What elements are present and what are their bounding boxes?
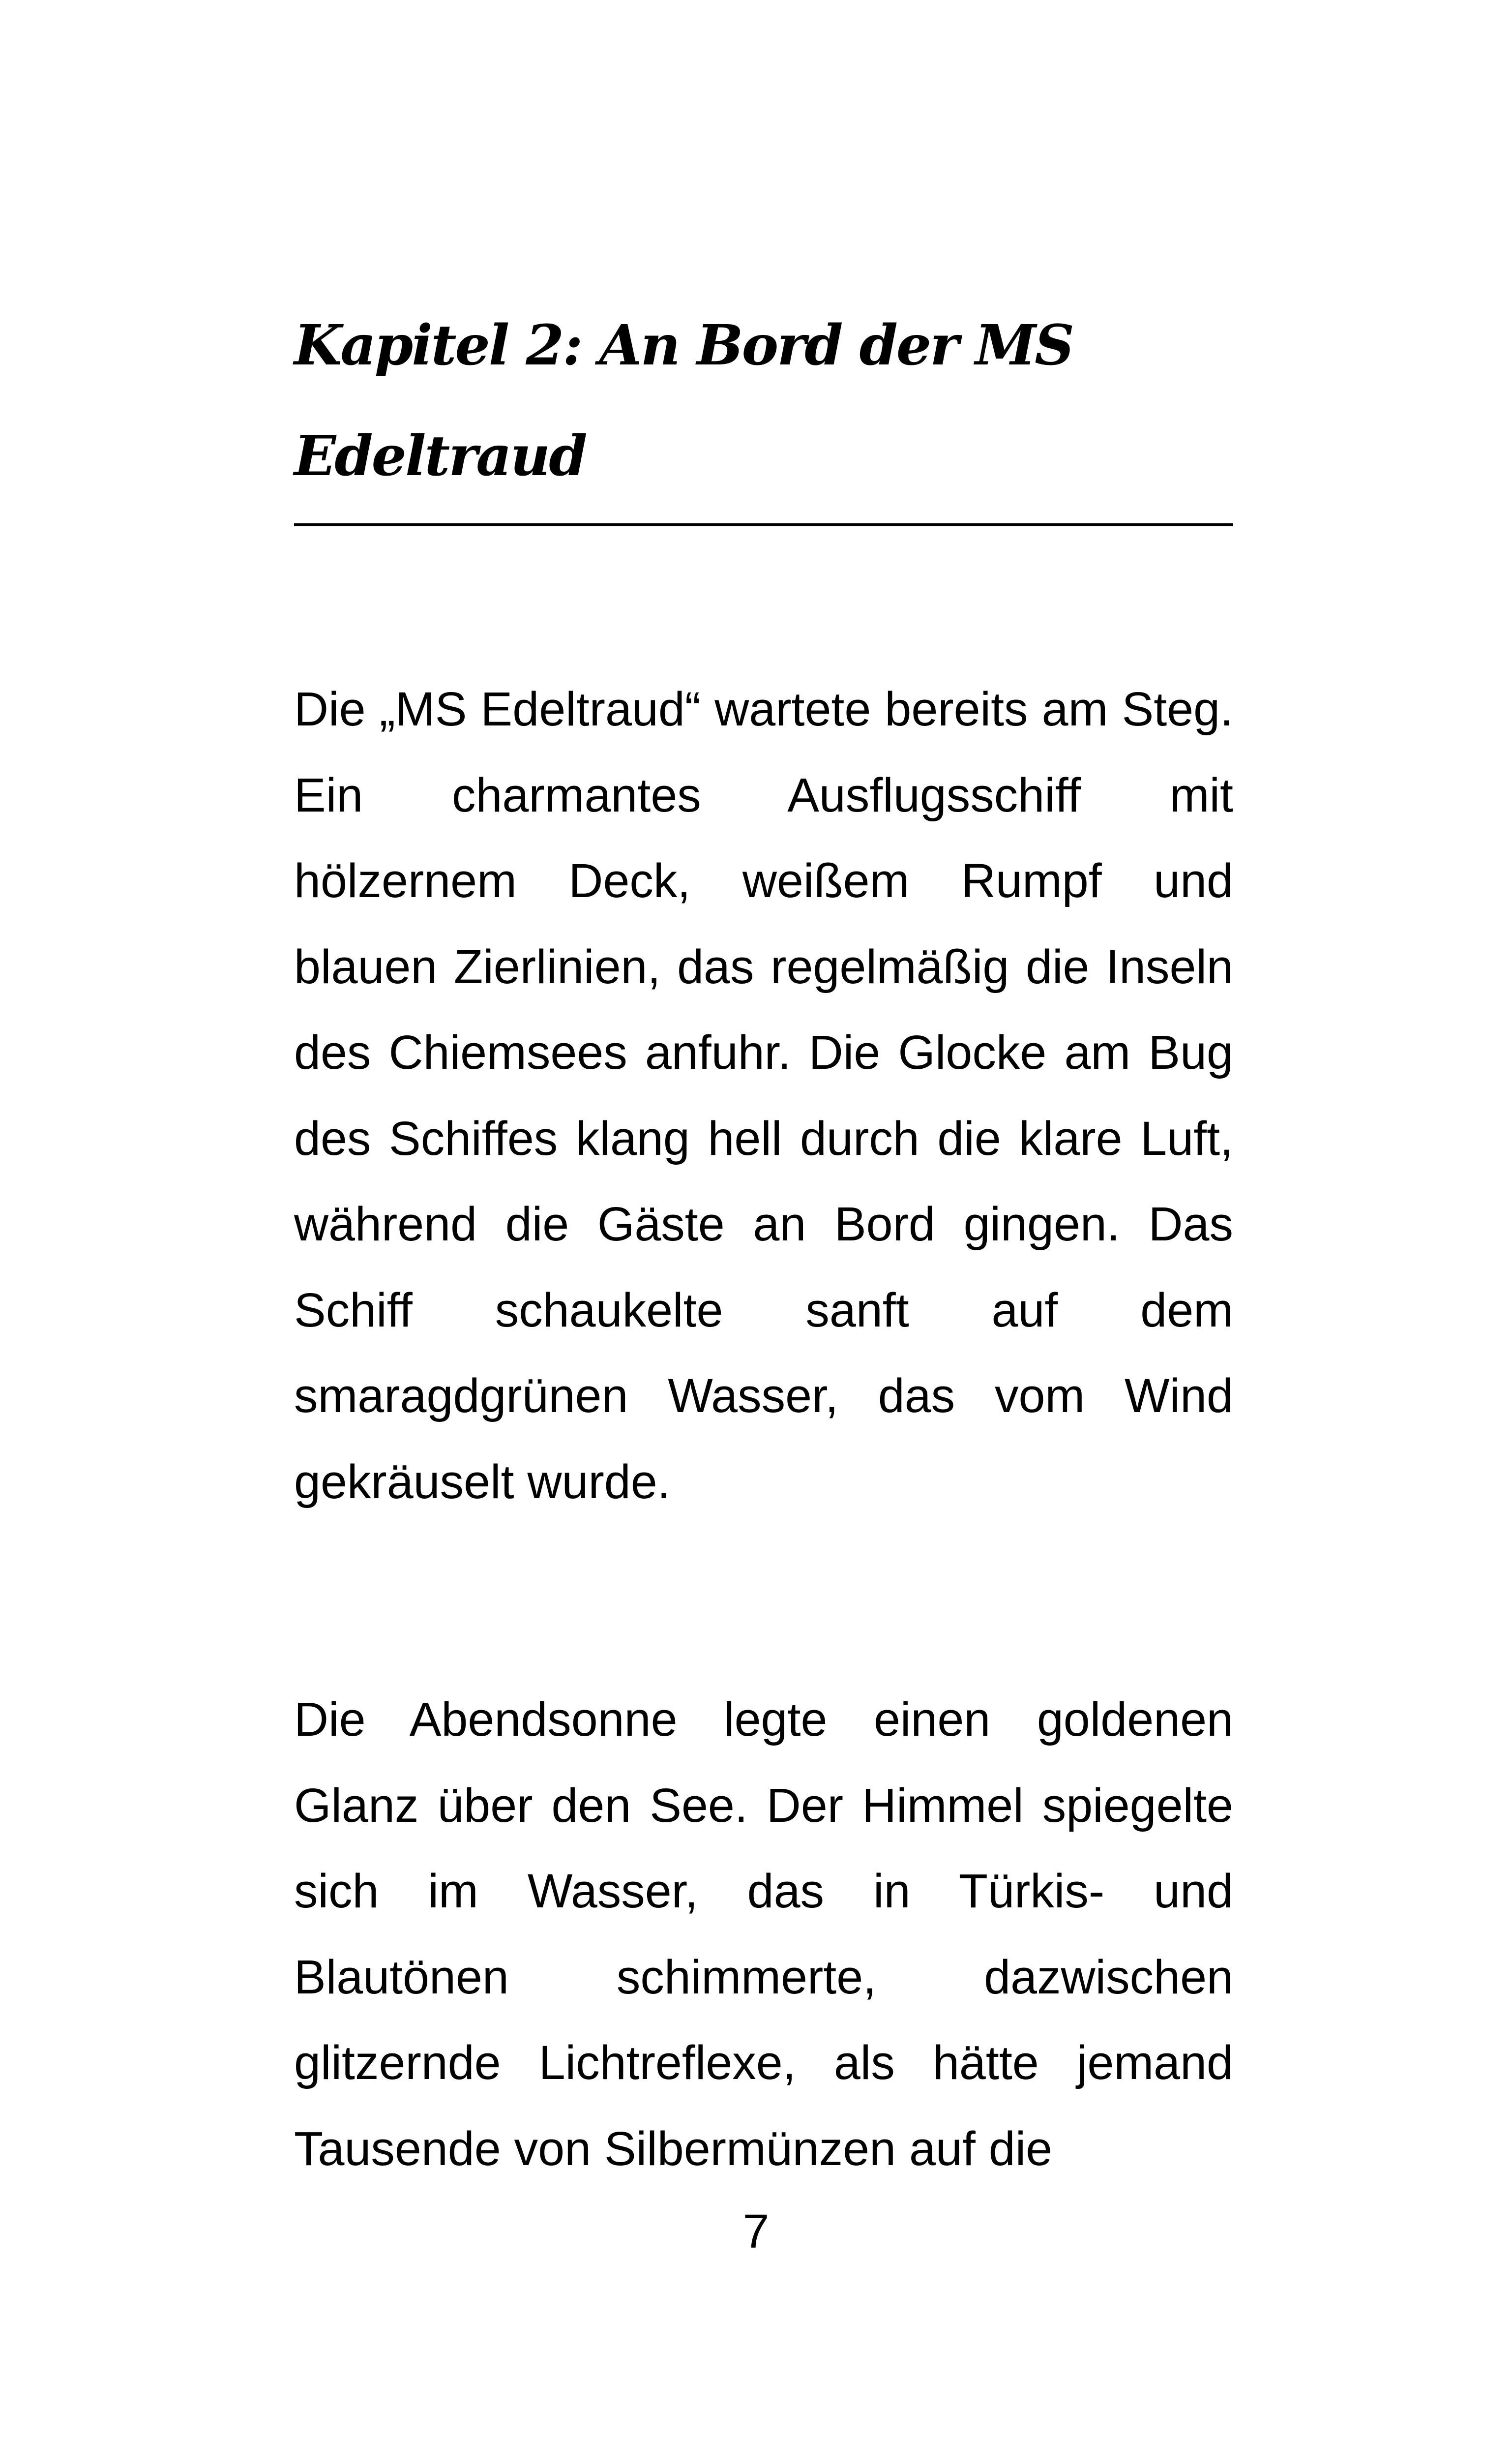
title-divider xyxy=(294,523,1233,526)
chapter-title: Kapitel 2: An Bord der MS Edeltraud xyxy=(294,313,1073,488)
paragraph-2: Die Abendsonne legte einen goldenen Glanz über den See. Der Himmel spiegelte sich im Wasser, das in Türkis- und Blautönen schimmerte, dazwischen glitzernde Lichtreflexe, als hätte jemand Tausende von Silbermünzen auf die xyxy=(294,1692,1233,2175)
paragraph-1: Die „MS Edeltraud“ wartete bereits am Steg. Ein charmantes Ausflugsschiff mit hölzernem Deck, weißem Rumpf und blauen Zierlinien, das regelmäßig die Inseln des Chiemsees anfuhr. Die Glocke am Bug des Schiffes klang hell durch die klare Luft, während die Gäste an Bord gingen. Das Schiff schaukelte sanft auf dem smaragdgrünen Wasser, das vom Wind gekräuselt wurde. xyxy=(294,682,1233,1508)
page-number: 7 xyxy=(742,2204,770,2258)
